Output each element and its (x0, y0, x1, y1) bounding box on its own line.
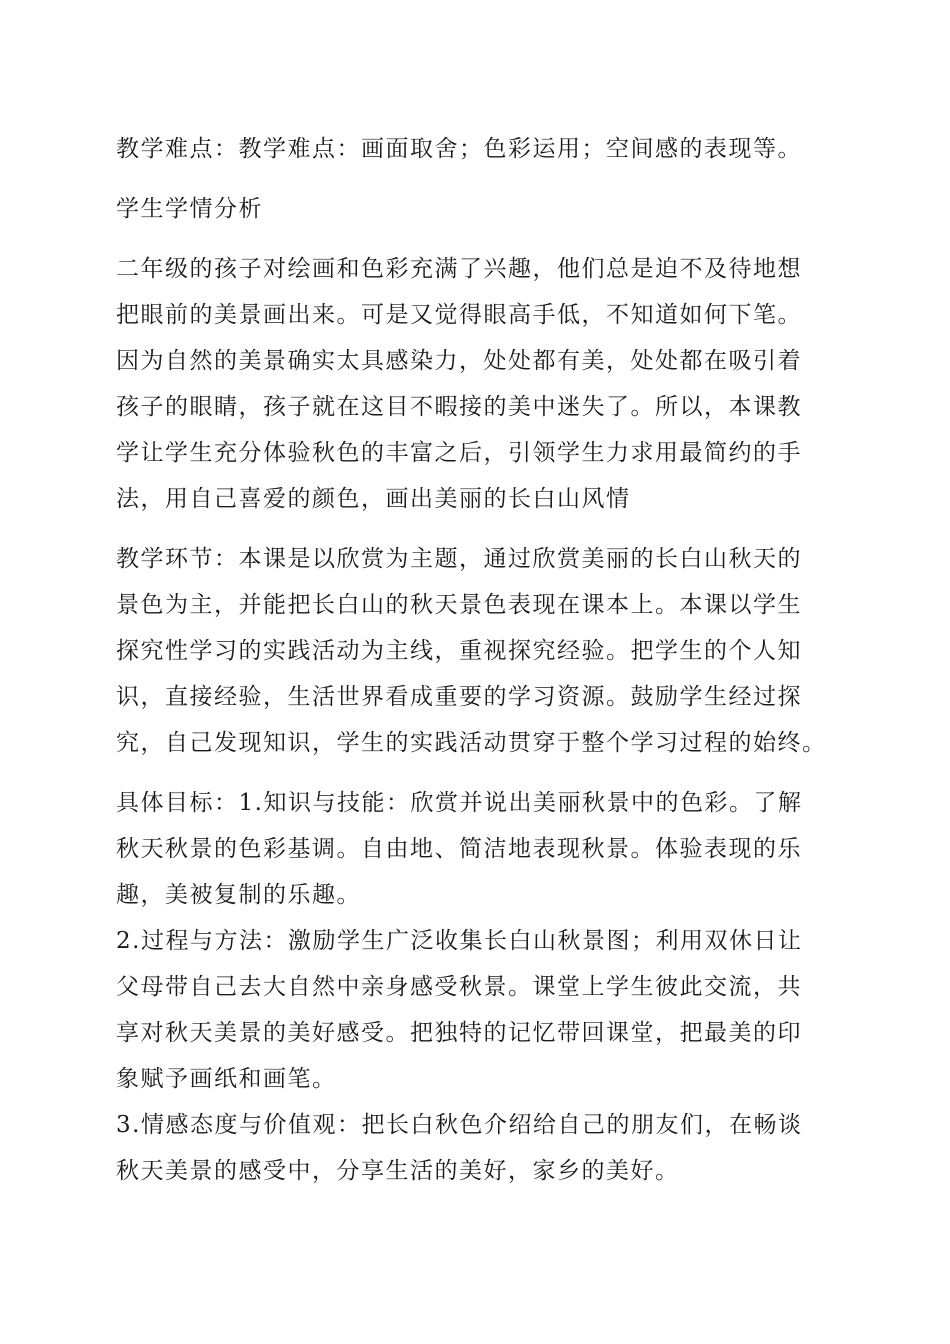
goal3-line: 秋天美景的感受中，分享生活的美好，家乡的美好。 (116, 1158, 680, 1184)
analysis-line: 孩子的眼睛，孩子就在这目不暇接的美中迷失了。所以，本课教 (116, 394, 802, 420)
document-page (116, 126, 836, 1194)
goal3-paragraph (116, 1102, 836, 1194)
goal2-paragraph (116, 918, 836, 1102)
analysis-line: 因为自然的美景确实太具感染力，处处都有美，处处都在吸引着 (116, 348, 802, 374)
goal2-line: 享对秋天美景的美好感受。把独特的记忆带回课堂，把最美的印 (116, 1020, 802, 1046)
goal1-line: 具体目标：1.知识与技能：欣赏并说出美丽秋景中的色彩。了解 (116, 790, 803, 816)
process-paragraph (116, 536, 836, 766)
goal1-paragraph (116, 780, 836, 918)
process-line: 探究性学习的实践活动为主线，重视探究经验。把学生的个人知 (116, 638, 802, 664)
analysis-line: 把眼前的美景画出来。可是又觉得眼高手低，不知道如何下笔。 (116, 302, 802, 328)
analysis-line: 二年级的孩子对绘画和色彩充满了兴趣，他们总是迫不及待地想 (116, 256, 802, 282)
goal1-line: 趣，美被复制的乐趣。 (116, 882, 361, 908)
analysis-line: 法，用自己喜爱的颜色，画出美丽的长白山风情 (116, 486, 631, 512)
difficulty-paragraph (116, 126, 836, 172)
difficulty-line: 教学难点：教学难点：画面取舍；色彩运用；空间感的表现等。 (116, 136, 802, 162)
goal3-line: 3.情感态度与价值观：把长白秋色介绍给自己的朋友们，在畅谈 (116, 1112, 803, 1138)
process-line: 教学环节：本课是以欣赏为主题，通过欣赏美丽的长白山秋天的 (116, 546, 802, 572)
analysis-heading (116, 186, 836, 232)
analysis-paragraph (116, 246, 836, 522)
goal2-line: 父母带自己去大自然中亲身感受秋景。课堂上学生彼此交流，共 (116, 974, 802, 1000)
process-line: 究，自己发现知识，学生的实践活动贯穿于整个学习过程的始终。 (116, 730, 827, 756)
analysis-line: 学让学生充分体验秋色的丰富之后，引领学生力求用最简约的手 (116, 440, 802, 466)
analysis-heading-text: 学生学情分析 (116, 196, 263, 222)
process-line: 景色为主，并能把长白山的秋天景色表现在课本上。本课以学生 (116, 592, 802, 618)
process-line: 识，直接经验，生活世界看成重要的学习资源。鼓励学生经过探 (116, 684, 802, 710)
goal2-line: 2.过程与方法：激励学生广泛收集长白山秋景图；利用双休日让 (116, 928, 803, 954)
goal1-line: 秋天秋景的色彩基调。自由地、简洁地表现秋景。体验表现的乐 (116, 836, 802, 862)
goal2-line: 象赋予画纸和画笔。 (116, 1066, 337, 1092)
